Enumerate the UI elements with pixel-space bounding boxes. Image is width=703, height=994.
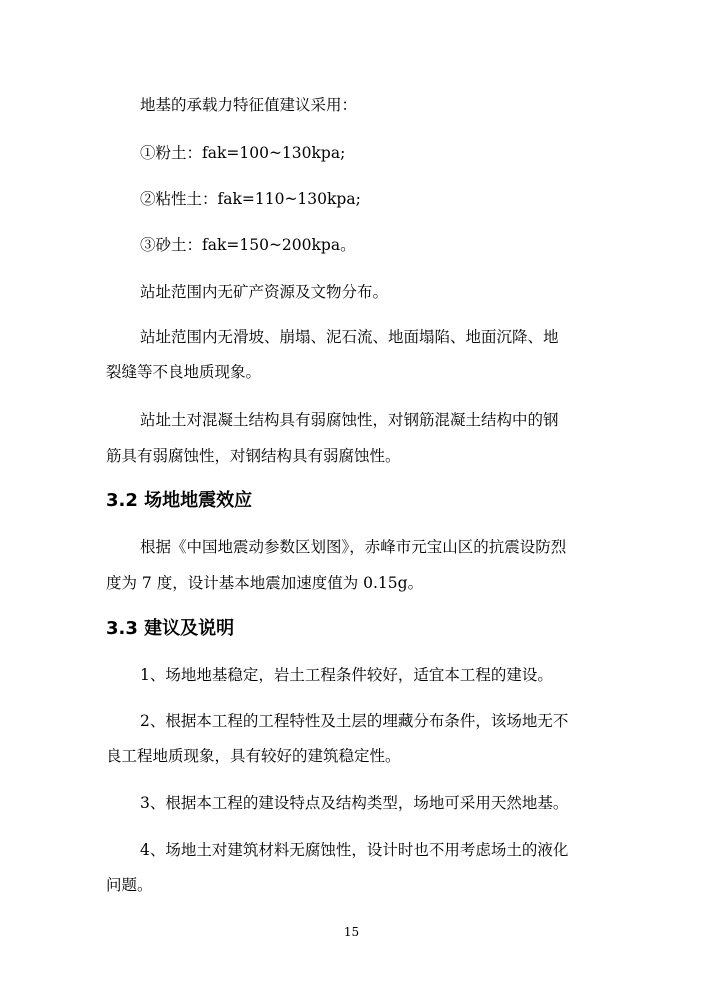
seismic-line-1: 根据《中国地震动参数区划图》，赤峰市元宝山区的抗震设防烈 <box>140 538 567 556</box>
bearing-capacity-sand: ③砂土：fak=150~200kpa。 <box>140 236 356 254</box>
bearing-capacity-intro: 地基的承载力特征值建议采用： <box>140 96 358 114</box>
geological-hazard-line-1: 站址范围内无滑坡、崩塌、泥石流、地面塌陷、地面沉降、地 <box>140 328 559 346</box>
section-3-3-heading: 3.3 建议及说明 <box>106 618 235 639</box>
recommendation-item-2-line-2: 良工程地质现象，具有较好的建筑稳定性。 <box>106 747 401 765</box>
mineral-resources-paragraph: 站址范围内无矿产资源及文物分布。 <box>140 283 389 301</box>
page-number: 15 <box>343 925 360 939</box>
geological-hazard-line-2: 裂缝等不良地质现象。 <box>106 363 262 381</box>
bearing-capacity-silt: ①粉土：fak=100~130kpa; <box>140 144 346 162</box>
recommendation-item-3: 3、根据本工程的建设特点及结构类型，场地可采用天然地基。 <box>140 794 569 812</box>
recommendation-item-4-line-1: 4、场地土对建筑材料无腐蚀性，设计时也不用考虑场土的液化 <box>140 841 569 859</box>
corrosion-line-1: 站址土对混凝土结构具有弱腐蚀性，对钢筋混凝土结构中的钢 <box>140 411 559 429</box>
section-3-2-heading: 3.2 场地地震效应 <box>106 490 253 511</box>
recommendation-item-1: 1、场地地基稳定，岩土工程条件较好，适宜本工程的建设。 <box>140 666 553 684</box>
bearing-capacity-clay: ②粘性土：fak=110~130kpa; <box>140 190 361 208</box>
corrosion-line-2: 筋具有弱腐蚀性，对钢结构具有弱腐蚀性。 <box>106 447 401 465</box>
recommendation-item-4-line-2: 问题。 <box>106 876 153 894</box>
recommendation-item-2-line-1: 2、根据本工程的工程特性及土层的埋藏分布条件，该场地无不 <box>140 712 569 730</box>
seismic-line-2: 度为 7 度，设计基本地震加速度值为 0.15g。 <box>106 574 424 592</box>
